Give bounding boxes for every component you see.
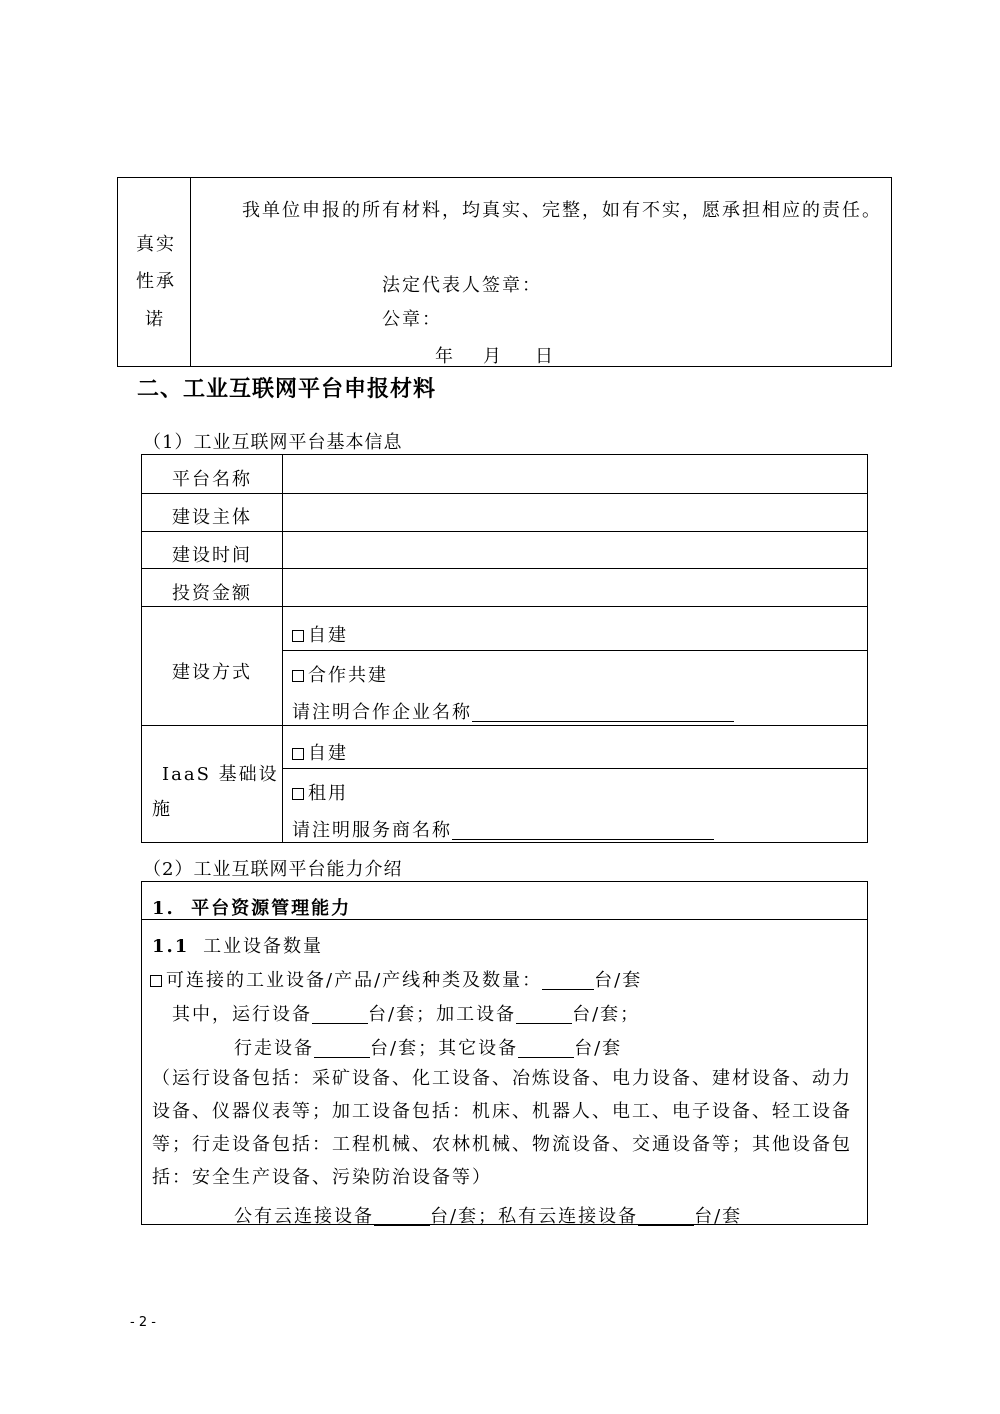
checkbox[interactable] (292, 748, 304, 760)
connectable-count-blank[interactable] (542, 971, 594, 990)
connectable-devices-label: 可连接的工业设备/产品/产线种类及数量： (166, 970, 543, 991)
basic-info-heading: （1）工业互联网平台基本信息 (143, 432, 403, 453)
walking-devices-label: 行走设备 (234, 1038, 314, 1059)
iaas-rented-option[interactable] (292, 779, 348, 805)
option-label: 合作共建 (308, 665, 388, 686)
checkbox[interactable] (150, 975, 162, 987)
cloud-connection-line (234, 1202, 742, 1228)
other-devices-blank[interactable] (518, 1039, 574, 1058)
date-year-label: 年 (435, 346, 455, 367)
build-time-field[interactable] (283, 532, 867, 568)
checkbox[interactable] (292, 670, 304, 682)
option-label: 自建 (308, 625, 348, 646)
connectable-devices-line (150, 966, 642, 992)
partner-name-prompt: 请注明合作企业名称 (292, 702, 472, 723)
device-breakdown-line-1 (172, 1000, 640, 1026)
public-cloud-blank[interactable] (374, 1207, 430, 1226)
declaration-divider (190, 178, 191, 366)
private-cloud-blank[interactable] (638, 1207, 694, 1226)
capability-table (141, 881, 868, 1225)
date-day-label: 日 (535, 346, 555, 367)
provider-name-line (292, 816, 714, 842)
legal-representative-signature-label: 法定代表人签章： (382, 275, 542, 296)
checkbox[interactable] (292, 630, 304, 642)
unit-label: 台/套； (572, 1004, 641, 1025)
row-line (142, 606, 867, 607)
builder-field[interactable] (283, 494, 867, 531)
section-1-heading (152, 894, 351, 920)
running-devices-label: 其中，运行设备 (172, 1004, 312, 1025)
row-line (282, 650, 867, 651)
unit-label: 台/套 (594, 970, 643, 991)
running-devices-blank[interactable] (312, 1005, 368, 1024)
public-cloud-label: 公有云连接设备 (234, 1206, 374, 1227)
option-label: 租用 (308, 783, 348, 804)
build-mode-label: 建设方式 (172, 662, 252, 683)
basic-info-table (141, 454, 868, 843)
platform-name-field[interactable] (283, 455, 867, 493)
declaration-label-2: 性承 (136, 271, 176, 292)
walking-devices-blank[interactable] (314, 1039, 370, 1058)
iaas-self-option[interactable] (292, 739, 348, 765)
device-category-note: （运行设备包括：采矿设备、化工设备、冶炼设备、电力设备、建材设备、动力设备、仪器仪表等；加工设备包括：机床、机器人、电工、电子设备、轻工设备等；行走设备包括：工程机械、农林机械、物流设备、交通设备等；其他设备包括：安全生产设备、污染防治设备等） (152, 1068, 852, 1188)
company-seal-label: 公章： (382, 309, 442, 330)
declaration-label-1: 真实 (136, 234, 176, 255)
section-title: 二、工业互联网平台申报材料 (137, 377, 437, 402)
iaas-label-line2: 施 (152, 799, 172, 820)
subsection-1-1-heading (152, 932, 323, 958)
build-mode-cooperative-option[interactable] (292, 661, 388, 687)
builder-label: 建设主体 (172, 507, 252, 528)
processing-devices-label: 台/套；加工设备 (368, 1004, 517, 1025)
build-mode-self-option[interactable] (292, 621, 348, 647)
checkbox[interactable] (292, 788, 304, 800)
row-line (282, 768, 867, 769)
iaas-label-line1: IaaS 基础设 (162, 764, 279, 785)
investment-label: 投资金额 (172, 583, 252, 604)
row-line (142, 725, 867, 726)
build-time-label: 建设时间 (172, 545, 252, 566)
declaration-statement: 我单位申报的所有材料，均真实、完整，如有不实，愿承担相应的责任。 (242, 200, 882, 221)
provider-name-prompt: 请注明服务商名称 (292, 820, 452, 841)
investment-field[interactable] (283, 569, 867, 606)
page-number: - 2 - (130, 1315, 156, 1330)
partner-name-line (292, 698, 734, 724)
processing-devices-blank[interactable] (516, 1005, 572, 1024)
unit-label: 台/套 (694, 1206, 743, 1227)
private-cloud-label: 台/套；私有云连接设备 (430, 1206, 639, 1227)
subsection-title: 工业设备数量 (203, 936, 324, 957)
section-1-number: 1. (152, 898, 175, 919)
provider-name-blank[interactable] (452, 821, 714, 840)
subsection-number: 1.1 (152, 936, 190, 957)
device-breakdown-line-2 (234, 1034, 622, 1060)
unit-label: 台/套 (574, 1038, 623, 1059)
other-devices-label: 台/套；其它设备 (370, 1038, 519, 1059)
declaration-label-3: 诺 (145, 309, 165, 330)
platform-name-label: 平台名称 (172, 469, 252, 490)
capability-heading: （2）工业互联网平台能力介绍 (143, 859, 403, 880)
date-month-label: 月 (483, 346, 503, 367)
partner-name-blank[interactable] (472, 703, 734, 722)
declaration-box (117, 177, 892, 367)
section-1-title: 平台资源管理能力 (191, 898, 352, 919)
option-label: 自建 (308, 743, 348, 764)
